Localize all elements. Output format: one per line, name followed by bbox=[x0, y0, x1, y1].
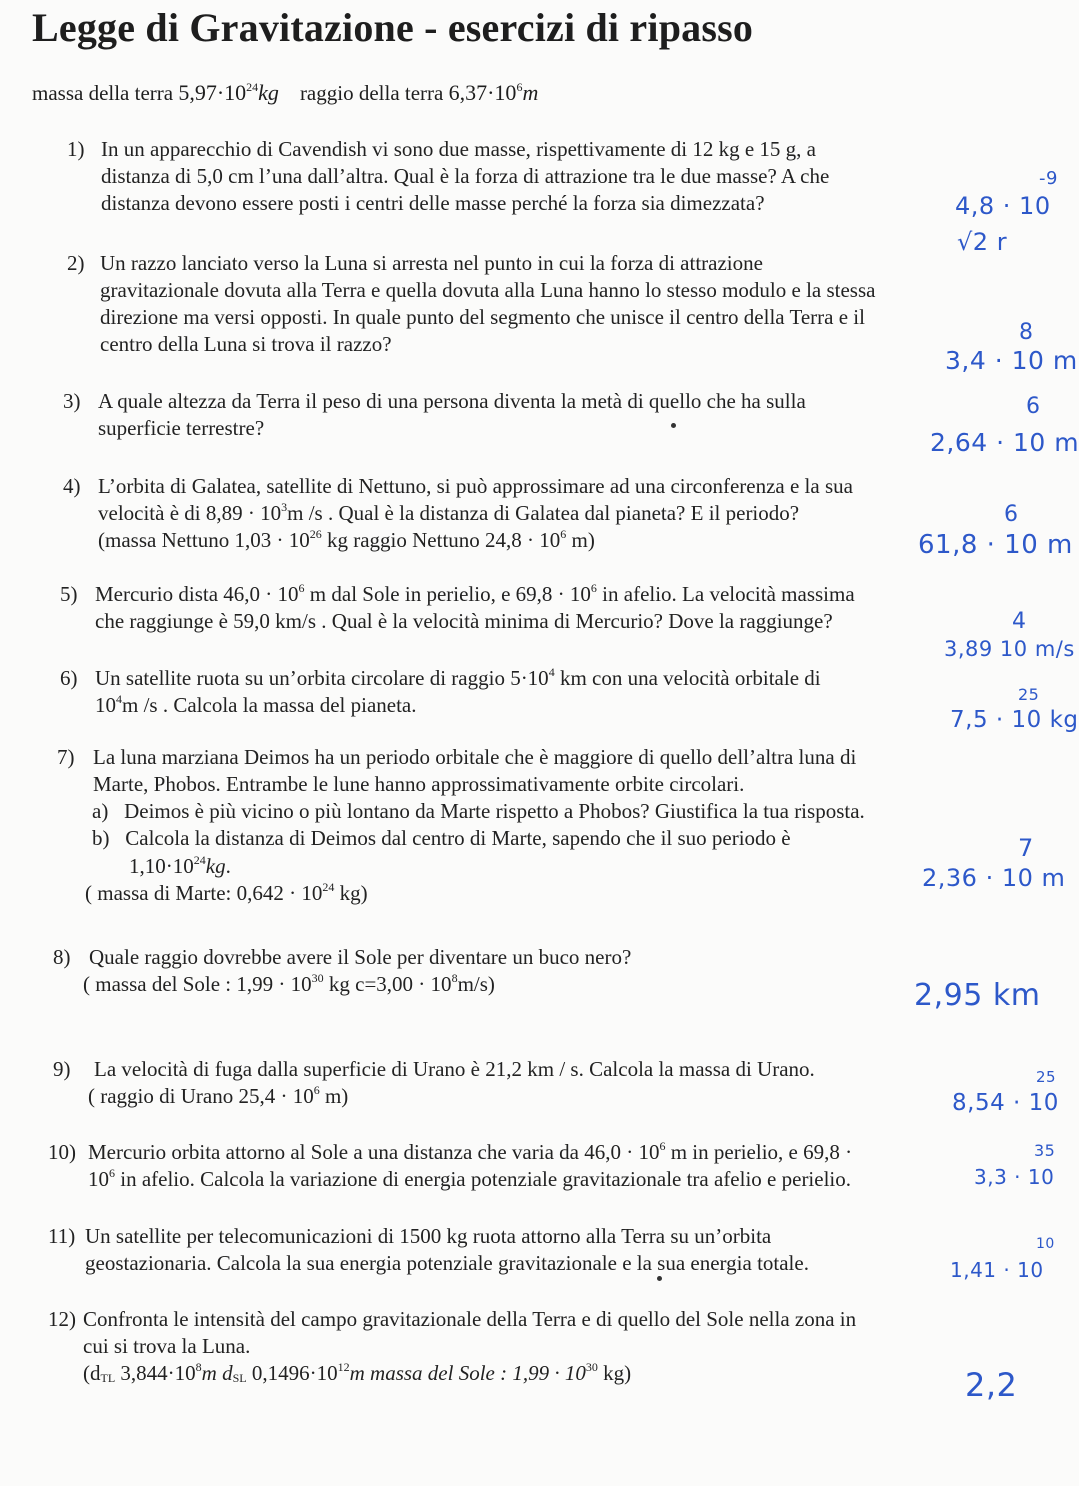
exercise-text: che raggiunge è 59,0 km/s . Qual è la velocità minima di Mercurio? Dove la raggiunge? bbox=[95, 609, 833, 633]
exercise-text: (massa Nettuno $1,03 \cdot 10^{26}$ kg raggio Nettuno $24,8 \cdot 10^6$ m) bbox=[98, 527, 595, 552]
exercise-7 bbox=[57, 744, 987, 914]
exercise-text: Mercurio dista $46,0 \cdot 10^6$ m dal Sole in perielio, e $69,8 \cdot 10^6$ in afelio. La velocità massima bbox=[95, 581, 855, 606]
exercise-2 bbox=[67, 250, 997, 360]
exercise-text: velocità è di $8,89 \cdot 10^3m$ /s . Qual è la distanza di Galatea dal pianeta? E il periodo? bbox=[98, 500, 800, 525]
exercise-given-data: ( raggio di Urano $25,4 \cdot 10^6$ m) bbox=[88, 1083, 349, 1108]
exercise-number: 10) bbox=[48, 1140, 76, 1164]
handwritten-answer-12: 2,2 bbox=[965, 1366, 1018, 1404]
handwritten-answer-3: 2,64 · 10 m 6 bbox=[930, 394, 1079, 457]
handwritten-answer-1: 4,8 · 10 -9 bbox=[955, 168, 1058, 220]
exercise-1 bbox=[67, 136, 967, 226]
handwritten-answer-8: 2,95 km bbox=[914, 978, 1041, 1013]
exercise-text: Marte, Phobos. Entrambe le lune hanno approssimativamente orbite circolari. bbox=[93, 772, 745, 796]
exercise-9 bbox=[53, 1056, 953, 1116]
exercise-number: 12) bbox=[48, 1307, 76, 1331]
handwritten-answer-10: 3,3 · 10 35 bbox=[974, 1141, 1056, 1189]
exercise-text: $10^6$ in afelio. Calcola la variazione di energia potenziale gravitazionale tra afelio e perielio. bbox=[88, 1166, 852, 1191]
exercise-number: 9) bbox=[53, 1057, 71, 1081]
exercise-text: L’orbita di Galatea, satellite di Nettuno, si può approssimare ad una circonferenza e la sua bbox=[98, 474, 853, 498]
handwritten-answer-7: 2,36 · 10 m 7 bbox=[922, 834, 1066, 892]
exercise-number: 8) bbox=[53, 945, 71, 969]
exercise-4 bbox=[63, 473, 983, 558]
exercise-text: Un razzo lanciato verso la Luna si arresta nel punto in cui la forza di attrazione bbox=[100, 251, 763, 275]
handwritten-answer-6: 7,5 · 10 kg 25 bbox=[950, 685, 1079, 733]
exercise-6 bbox=[60, 665, 960, 725]
handwritten-answer-1b: √2 r bbox=[957, 228, 1008, 256]
exercise-text: centro della Luna si trova il razzo? bbox=[100, 332, 392, 356]
exercise-number: 2) bbox=[67, 251, 85, 275]
exercise-given-data: ($d_{TL}$ $3,844\cdot 10^8m$ $d_{SL}$ $0,1496\cdot 10^{12}m$ massa del Sole : $1,99 \cdot 10^{30}$ kg) bbox=[83, 1360, 632, 1385]
page-title: Legge di Gravitazione - esercizi di ripasso bbox=[32, 5, 754, 50]
exercise-text: Quale raggio dovrebbe avere il Sole per diventare un buco nero? bbox=[89, 945, 632, 969]
exercise-text: Un satellite ruota su un’orbita circolare di raggio $5\cdot 10^4$ km con una velocità orbitale di bbox=[95, 665, 821, 690]
exercise-text: cui si trova la Luna. bbox=[83, 1334, 251, 1358]
sub-question-b: b) Calcola la distanza di Deimos dal centro di Marte, sapendo che il suo periodo è bbox=[92, 826, 791, 850]
exercise-given-data: ( massa del Sole : $1,99 \cdot 10^{30}$ kg $c=3,00 \cdot 10^8m/s$) bbox=[83, 971, 495, 996]
handwritten-answer-4: 61,8 · 10 m 6 bbox=[918, 502, 1073, 560]
exercise-text: In un apparecchio di Cavendish vi sono due masse, rispettivamente di 12 kg e 15 g, a bbox=[101, 137, 816, 161]
exercise-text: Mercurio orbita attorno al Sole a una distanza che varia da $46,0 \cdot 10^6$ m in perielio, e 69,8 · bbox=[88, 1139, 853, 1164]
exercise-number: 3) bbox=[63, 389, 81, 413]
sub-question-b-value: $1,10\cdot 10^{24}kg$. bbox=[129, 853, 231, 878]
exercise-number: 7) bbox=[57, 745, 75, 769]
exercise-text: distanza di 5,0 cm l’una dall’altra. Qual è la forza di attrazione tra le due masse? A che bbox=[101, 164, 830, 188]
exercise-number: 5) bbox=[60, 582, 78, 606]
exercise-text: $10^4m$ /s . Calcola la massa del pianeta. bbox=[95, 692, 417, 717]
exercise-text: superficie terrestre? bbox=[98, 416, 265, 440]
exercise-3 bbox=[63, 388, 963, 448]
exercise-number: 6) bbox=[60, 666, 78, 690]
earth-radius-label: raggio della terra bbox=[299, 81, 444, 105]
exercise-given-data: ( massa di Marte: $0,642 \cdot 10^{24}$ kg) bbox=[85, 880, 368, 905]
handwritten-answer-2: 3,4 · 10 m 8 bbox=[945, 320, 1078, 375]
handwritten-answer-5: 3,89 10 m/s 4 bbox=[944, 609, 1075, 661]
ink-dot bbox=[657, 1276, 662, 1281]
exercise-text: Confronta le intensità del campo gravitazionale della Terra e di quello del Sole nella zona in bbox=[83, 1307, 857, 1331]
exercise-text: gravitazionale dovuta alla Terra e quella dovuta alla Luna hanno lo stesso modulo e la stessa bbox=[100, 278, 876, 302]
exercise-12 bbox=[48, 1306, 978, 1396]
handwritten-answer-11: 1,41 · 10 10 bbox=[950, 1236, 1055, 1282]
handwritten-answer-9: 8,54 · 10 25 bbox=[952, 1068, 1059, 1116]
exercise-5 bbox=[60, 581, 990, 641]
exercise-text: La velocità di fuga dalla superficie di Urano è 21,2 km / s. Calcola la massa di Urano. bbox=[94, 1057, 815, 1081]
exercise-10 bbox=[48, 1139, 978, 1199]
exercise-text: Un satellite per telecomunicazioni di 1500 kg ruota attorno alla Terra su un’orbita bbox=[85, 1224, 772, 1248]
exercise-8 bbox=[53, 944, 953, 1004]
exercise-number: 1) bbox=[67, 137, 85, 161]
exercise-number: 4) bbox=[63, 474, 81, 498]
exercise-text: geostazionaria. Calcola la sua energia potenziale gravitazionale e la sua energia totale. bbox=[85, 1251, 809, 1275]
constants-line bbox=[32, 80, 538, 106]
exercise-text: direzione ma versi opposti. In quale punto del segmento che unisce il centro della Terra e il bbox=[100, 305, 865, 329]
exercise-text: distanza devono essere posti i centri delle masse perché la forza sia dimezzata? bbox=[101, 191, 765, 215]
exercise-text: La luna marziana Deimos ha un periodo orbitale che è maggiore di quello dell’altra luna di bbox=[93, 745, 857, 769]
exercise-11 bbox=[48, 1223, 948, 1283]
exercise-text: A quale altezza da Terra il peso di una persona diventa la metà di quello che ha sulla bbox=[98, 389, 806, 413]
earth-radius-value: $6,37\cdot 10^6m$ bbox=[448, 80, 539, 105]
sub-question-a: a) Deimos è più vicino o più lontano da Marte rispetto a Phobos? Giustifica la tua risposta. bbox=[92, 799, 865, 823]
earth-mass-label: massa della terra bbox=[32, 81, 174, 105]
earth-mass-value: $5,97\cdot 10^{24}kg$ bbox=[178, 80, 279, 105]
ink-dot bbox=[671, 423, 676, 428]
exercise-number: 11) bbox=[48, 1224, 76, 1248]
